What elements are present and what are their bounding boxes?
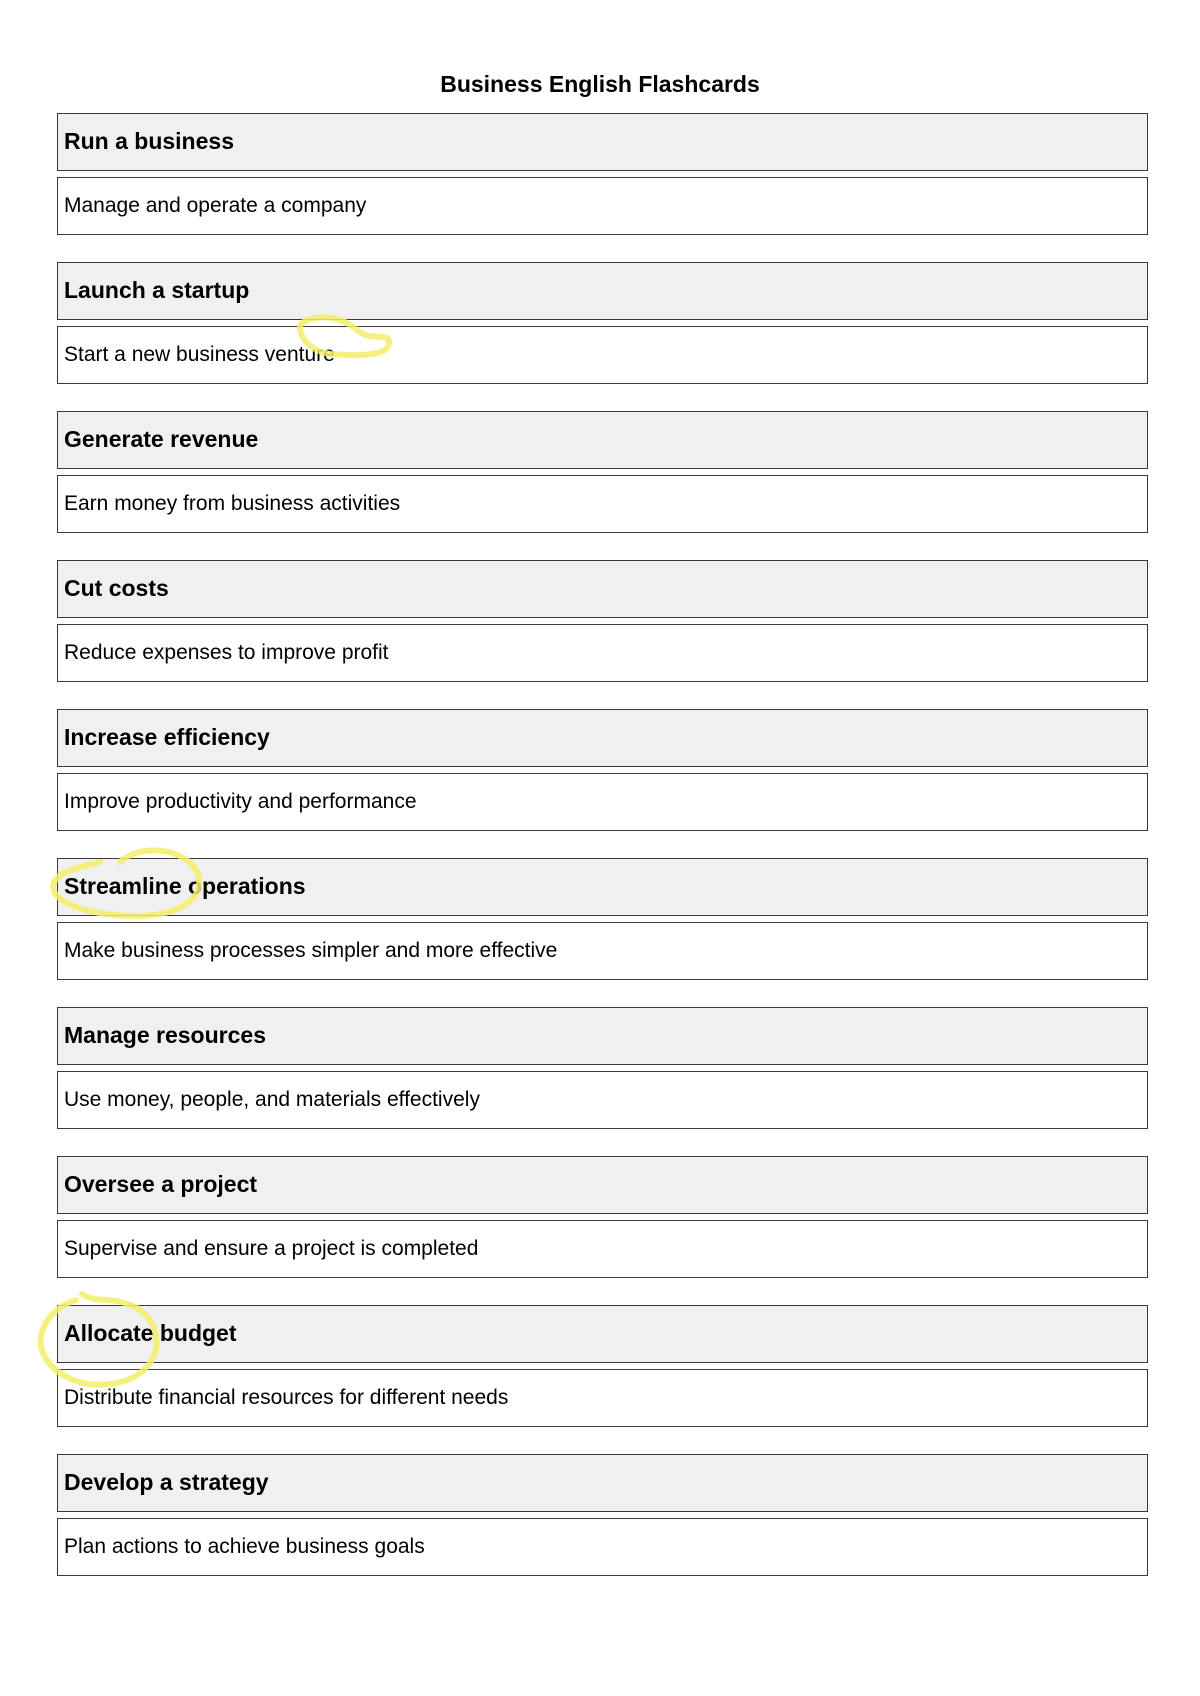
card-term: Develop a strategy	[57, 1454, 1148, 1512]
card-term: Allocate budget	[57, 1305, 1148, 1363]
card-definition: Supervise and ensure a project is completed	[57, 1220, 1148, 1278]
card-definition: Plan actions to achieve business goals	[57, 1518, 1148, 1576]
flashcard	[57, 1007, 1148, 1129]
card-term: Increase efficiency	[57, 709, 1148, 767]
flashcard	[57, 411, 1148, 533]
card-term: Launch a startup	[57, 262, 1148, 320]
card-definition: Use money, people, and materials effectively	[57, 1071, 1148, 1129]
card-definition: Manage and operate a company	[57, 177, 1148, 235]
page-title: Business English Flashcards	[440, 71, 760, 97]
card-definition: Start a new business venture	[57, 326, 1148, 384]
flashcard	[57, 113, 1148, 235]
flashcard	[57, 1156, 1148, 1278]
card-definition: Earn money from business activities	[57, 475, 1148, 533]
flashcard	[57, 858, 1148, 980]
card-term: Manage resources	[57, 1007, 1148, 1065]
flashcard	[57, 709, 1148, 831]
card-definition: Reduce expenses to improve profit	[57, 624, 1148, 682]
card-term: Streamline operations	[57, 858, 1148, 916]
flashcard-list	[57, 113, 1148, 1603]
card-term: Run a business	[57, 113, 1148, 171]
card-definition: Improve productivity and performance	[57, 773, 1148, 831]
card-term: Cut costs	[57, 560, 1148, 618]
card-definition: Make business processes simpler and more effective	[57, 922, 1148, 980]
flashcard	[57, 1305, 1148, 1427]
flashcard	[57, 262, 1148, 384]
flashcard	[57, 1454, 1148, 1576]
card-term: Oversee a project	[57, 1156, 1148, 1214]
flashcard	[57, 560, 1148, 682]
card-definition: Distribute financial resources for different needs	[57, 1369, 1148, 1427]
card-term: Generate revenue	[57, 411, 1148, 469]
